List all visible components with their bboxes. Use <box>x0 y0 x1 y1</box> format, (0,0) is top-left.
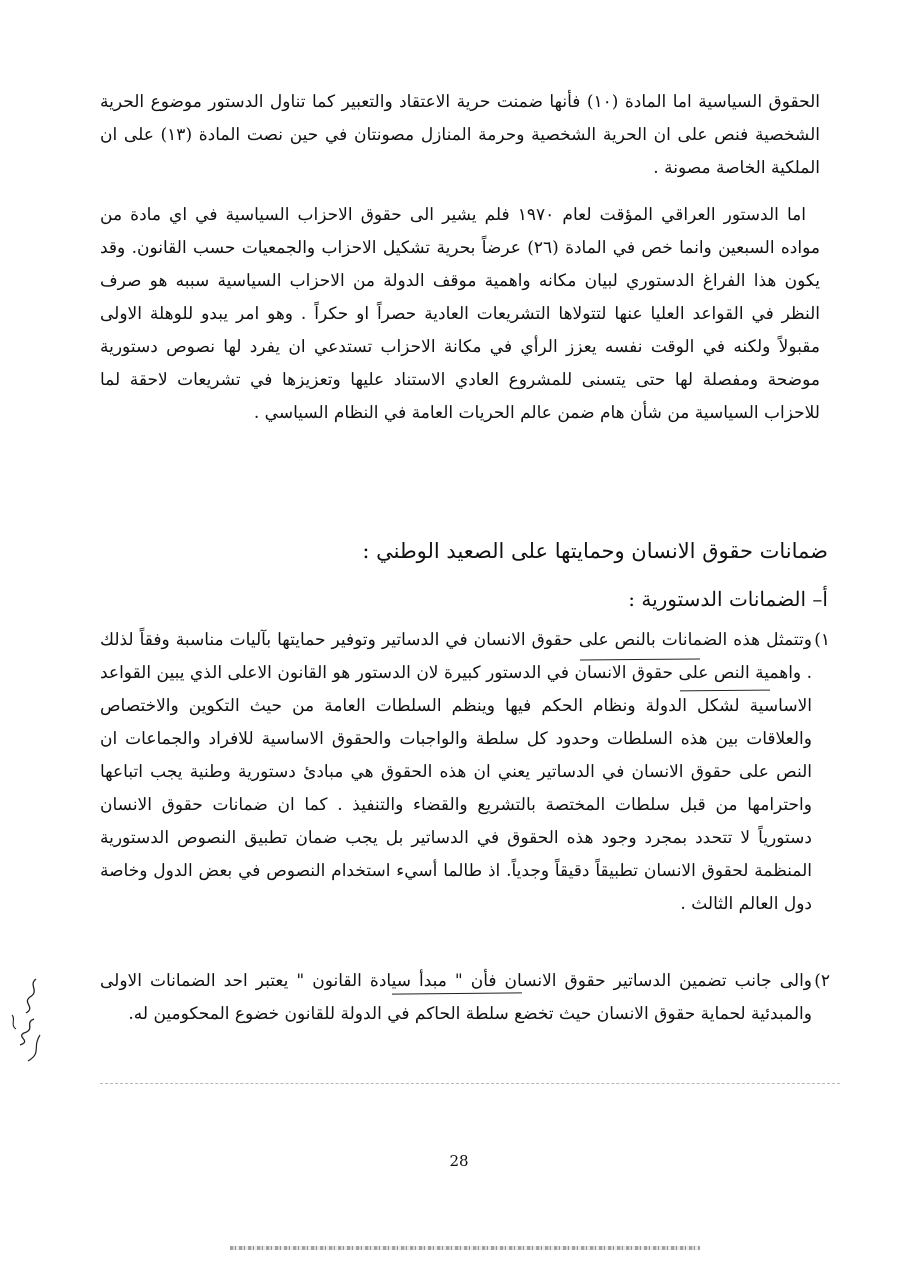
page-number: 28 <box>449 1152 469 1170</box>
handwritten-margin-note <box>6 975 44 1065</box>
section-heading: ضمانات حقوق الانسان وحمايتها على الصعيد الوطني : <box>362 539 828 563</box>
list-item <box>100 624 830 921</box>
list-item-text: والى جانب تضمين الدساتير حقوق الانسان فأن " مبدأ سيادة القانون " يعتبر احد الضمانات الاولى والمبدئية لحماية حقوق الانسان حيث تخضع سلطة الحاكم في الدولة للقانون خضوع المحكومين له. <box>100 971 812 1024</box>
paragraph-iraqi-constitution-1970: اما الدستور العراقي المؤقت لعام ١٩٧٠ فلم يشير الى حقوق الاحزاب السياسية في اي مادة من مواده السبعين وانما خص في المادة (٢٦) عرضاً بحرية تشكيل الاحزاب والجمعيات حسب القانون. وقد يكون هذا الفراغ الدستوري لبيان مكانه واهمية موقف الدولة من الاحزاب السياسية سببه هو صرف النظر في القواعد العليا عنها لتتولاها التشريعات العادية حصراً او حكراً . وهو امر يبدو للوهلة الاولى مقبولاً ولكنه في الوقت نفسه يعزز الرأي في مكانة الاحزاب تستدعي ان يفرد لها نصوص دستورية موضحة ومفصلة لها حتى يتسنى للمشروع العادي الاستناد عليها وتعزيزها في تشريعات لاحقة لما للاحزاب السياسية من شأن هام ضمن عالم الحريات العامة في النظام السياسي . <box>100 205 820 423</box>
list-item-number: ١) <box>814 630 830 650</box>
list-item <box>100 965 830 1031</box>
paragraph-political-rights: الحقوق السياسية اما المادة (١٠) فأنها ضمنت حرية الاعتقاد والتعبير كما تناول الدستور موضوع الحرية الشخصية فنص على ان الحرية الشخصية وحرمة المنازل مصونتان في حين نصت المادة (١٣) على ان الملكية الخاصة مصونة . <box>100 92 820 178</box>
footnote-separator <box>100 1083 840 1084</box>
list-item-number: ٢) <box>814 971 830 991</box>
list-item-text: وتتمثل هذه الضمانات بالنص على حقوق الانسان في الدساتير وتوفير حمايتها بآليات مناسبة وفقاً لذلك . واهمية النص على حقوق الانسان في الدستور كبيرة لان الدستور هو القانون الاعلى الذي يبين القواعد الاساسية لشكل الدولة ونظام الحكم فيها وينظم السلطات العامة من حيث التكوين والاختصاص والعلاقات بين هذه السلطات وحدود كل سلطة والواجبات والحقوق الاساسية للافراد والجماعات ان النص على حقوق الانسان في الدساتير يعني ان هذه الحقوق هي مبادئ دستورية وطنية يجب اتباعها واحترامها من قبل سلطات المختصة بالتشريع والقضاء والتنفيذ . كما ان ضمانات حقوق الانسان دستورياً لا تتحدد بمجرد وجود هذه الحقوق في الدساتير بل يجب ضمان تطبيق النصوص الدستورية المنظمة لحقوق الانسان تطبيقاً دقيقاً وجدياً. اذ طالما أسيء استخدام النصوص في بعض الدول وخاصة دول العالم الثالث . <box>100 630 812 914</box>
subsection-heading: أ– الضمانات الدستورية : <box>628 587 828 611</box>
scan-artifact <box>230 1246 700 1250</box>
